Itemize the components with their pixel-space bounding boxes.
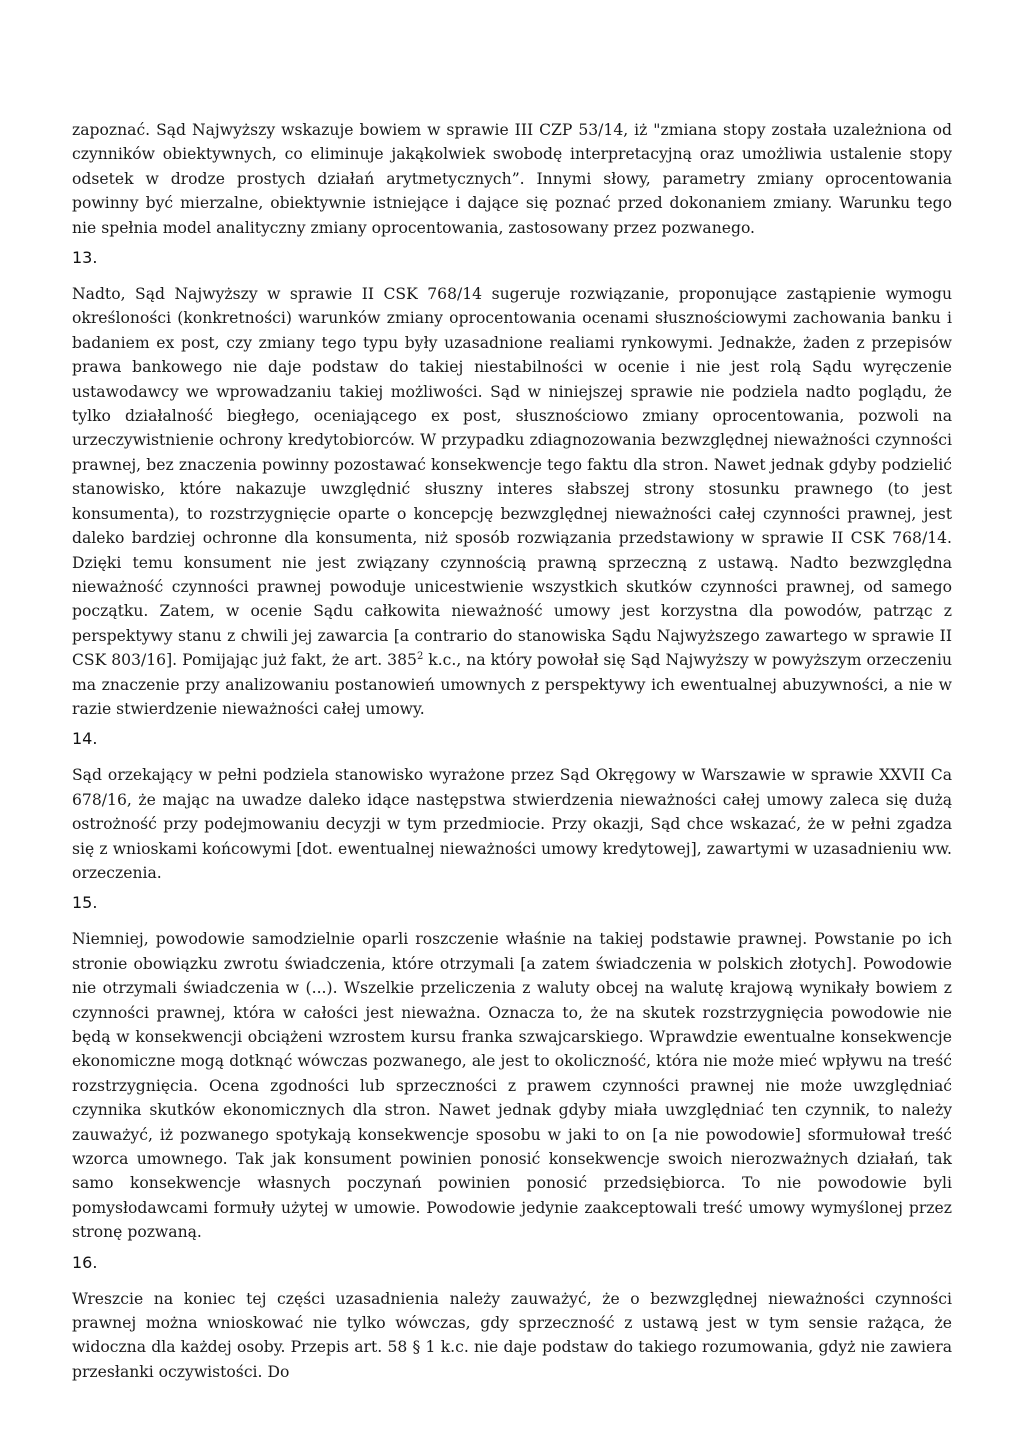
paragraph-number-15: 15.: [72, 893, 98, 913]
paragraph-15: Niemniej, powodowie samodzielnie oparli roszczenie właśnie na takiej podstawie prawnej. Powstanie po ich stronie obowiązku zwrotu świadczenia, które otrzymali [a zatem świadczenia w polskich złotych]. Powodowie nie otrzymali świadczenia w (...). Wszelkie przeliczenia z waluty obcej na walutę krajową wynikały bowiem z czynności prawnej, która w całości jest nieważna. Oznacza to, że na skutek rozstrzygnięcia powodowie nie będą w konsekwencji obciążeni wzrostem kursu franka szwajcarskiego. Wprawdzie ewentualne konsekwencje ekonomiczne mogą dotknąć wówczas pozwanego, ale jest to okoliczność, która nie może mieć wpływu na treść rozstrzygnięcia. Ocena zgodności lub sprzeczności z prawem czynności prawnej nie może uwzględniać czynnika skutków ekonomicznych dla stron. Nawet jednak gdyby miała uwzględniać ten czynnik, to należy zauważyć, iż pozwanego spotykają konsekwencje sposobu w jaki to on [a nie powodowie] sformułował treść wzorca umownego. Tak jak konsument powinien ponosić konsekwencje swoich nierozważnych działań, tak samo konsekwencje własnych poczynań powinien ponosić przedsiębiorca. To nie powodowie byli pomysłodawcami formuły użytej w umowie. Powodowie jedynie zaakceptowali treść umowy wymyślonej przez stronę pozwaną.: [72, 930, 952, 1242]
paragraph-number-16: 16.: [72, 1252, 98, 1272]
paragraph-number-14: 14.: [72, 729, 98, 749]
paragraph-13-text-after: k.c., na który powołał się Sąd Najwyższy w powyższym orzeczeniu ma znaczenie przy analizowaniu postanowień umownych z perspektywy ich ewentualnej abuzywności, a nie w razie stwierdzenie nieważności całej umowy.: [72, 651, 952, 718]
paragraph-number-13: 13.: [72, 248, 98, 268]
paragraph-14: Sąd orzekający w pełni podziela stanowisko wyrażone przez Sąd Okręgowy w Warszawie w sprawie XXVII Ca 678/16, że mając na uwadze daleko idące następstwa stwierdzenia nieważności całej umowy zaleca się dużą ostrożność przy podejmowaniu decyzji w tym przedmiocie. Przy okazji, Sąd chce wskazać, że w pełni zgadza się z wnioskami końcowymi [dot. ewentualnej nieważności umowy kredytowej], zawartymi w uzasadnieniu ww. orzeczenia.: [72, 766, 952, 882]
paragraph-16: Wreszcie na koniec tej części uzasadnienia należy zauważyć, że o bezwzględnej nieważności czynności prawnej można wnioskować nie tylko wówczas, gdy sprzeczność z ustawą jest w tym sensie rażąca, że widoczna dla każdej osoby. Przepis art. 58 § 1 k.c. nie daje podstaw do takiego rozumowania, gdyż nie zawiera przesłanki oczywistości. Do: [72, 1289, 952, 1381]
paragraph-12-continuation: zapoznać. Sąd Najwyższy wskazuje bowiem w sprawie III CZP 53/14, iż "zmiana stopy została uzależniona od czynników obiektywnych, co eliminuje jakąkolwiek swobodę interpretacyjną oraz umożliwia ustalenie stopy odsetek w drodze prostych działań arytmetycznych”. Innymi słowy, parametry zmiany oprocentowania powinny być mierzalne, obiektywnie istniejące i dające się poznać przed dokonaniem zmiany. Warunku tego nie spełnia model analityczny zmiany oprocentowania, zastosowany przez pozwanego.: [72, 121, 952, 237]
paragraph-13-text: Nadto, Sąd Najwyższy w sprawie II CSK 768/14 sugeruje rozwiązanie, proponujące zastąpienie wymogu określoności (konkretności) warunków zmiany oprocentowania ocenami słusznościowymi zachowania banku i badaniem ex post, czy zmiany tego typu były uzasadnione realiami rynkowymi. Jednakże, żaden z przepisów prawa bankowego nie daje podstaw do takiej niestabilności w ocenie i nie jest rolą Sądu wyręczenie ustawodawcy we wprowadzaniu takiej możliwości. Sąd w niniejszej sprawie nie podziela nadto poglądu, że tylko działalność biegłego, oceniającego ex post, słusznościowo zmiany oprocentowania, pozwoli na urzeczywistnienie ochrony kredytobiorców. W przypadku zdiagnozowania bezwzględnej nieważności czynności prawnej, bez znaczenia powinny pozostawać konsekwencje tego faktu dla stron. Nawet jednak gdyby podzielić stanowisko, które nakazuje uwzględnić słuszny interes słabszej strony stosunku prawnego (to jest konsumenta), to rozstrzygnięcie oparte o koncepcję bezwzględnej nieważności całej czynności prawnej, jest daleko bardziej ochronne dla konsumenta, niż sposób rozwiązania przedstawiony w sprawie II CSK 768/14. Dzięki temu konsument nie jest związany czynnością prawną sprzeczną z ustawą. Nadto bezwzględna nieważność czynności prawnej powoduje unicestwienie wszystkich skutków czynności prawnej, od samego początku. Zatem, w ocenie Sądu całkowita nieważność umowy jest korzystna dla powodów, patrząc z perspektywy stanu z chwili jej zawarcia [a contrario do stanowiska Sądu Najwyższego zawartego w sprawie II CSK 803/16]. Pomijając już fakt, że art. 385: [72, 285, 952, 670]
paragraph-13-superscript: 2: [416, 650, 424, 662]
paragraph-13: [72, 282, 952, 721]
document-page: [72, 118, 952, 1384]
